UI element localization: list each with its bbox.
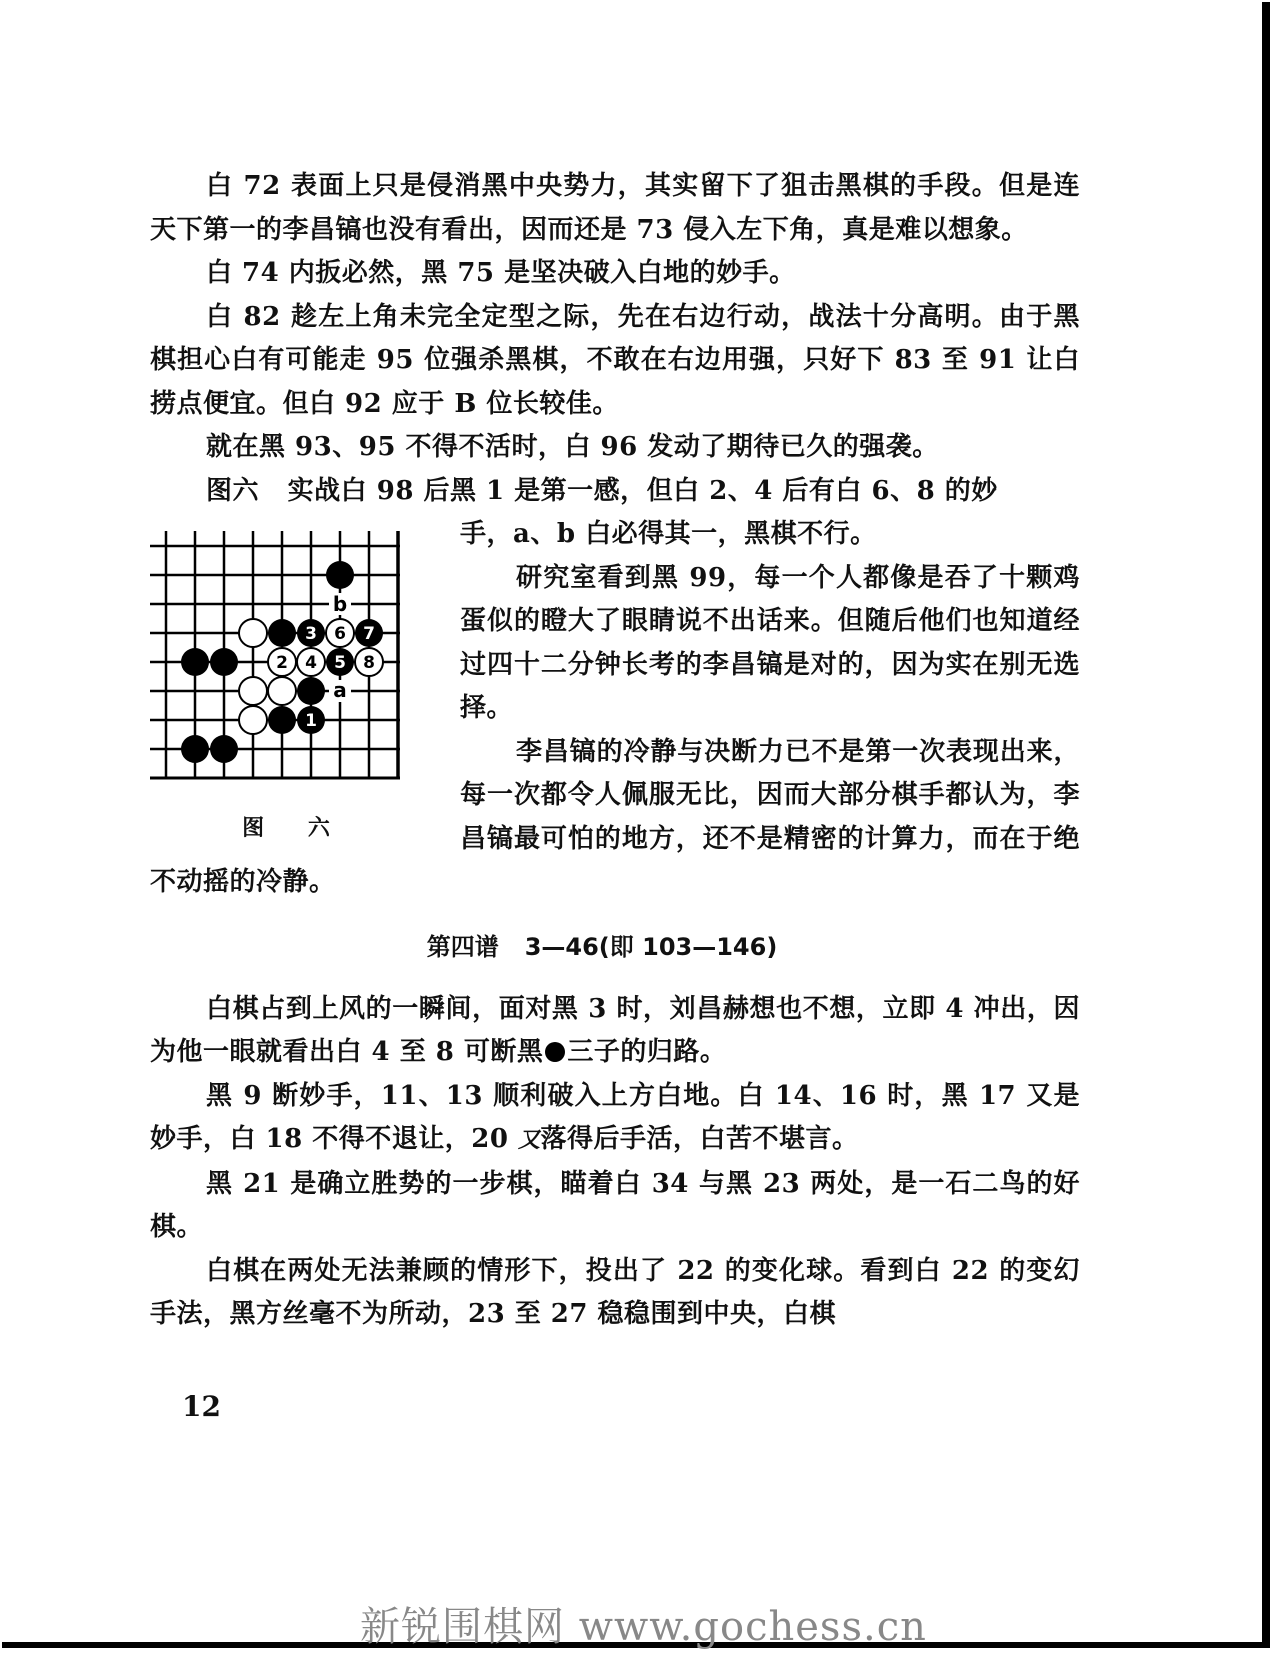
- paragraph-6-text-b: 落得后手活，白苦不堪言。: [540, 1124, 859, 1154]
- watermark: 新锐围棋网 www.gochess.cn: [360, 1604, 927, 1650]
- section-title: 第四谱: [426, 932, 499, 961]
- page-number: 12: [182, 1390, 221, 1423]
- paragraph-6: [150, 1075, 1080, 1163]
- figure-intro-line: [150, 470, 1080, 514]
- paragraph-5-text-a: 白棋占到上风的一瞬间，面对黑 3 时，刘昌赫想也不想，立即 4 冲出，因为他一眼就看出白 4 至 8 可断黑: [150, 993, 1080, 1067]
- paragraph-6-text-a: 黑 9 断妙手，11、13 顺利破入上方白地。白 14、16 时，黑 17 又是妙手，白 18 不得不退让，20: [150, 1080, 1080, 1154]
- point-label-a: a: [333, 678, 347, 702]
- section-heading: [150, 927, 1080, 962]
- paragraph-1: 白 72 表面上只是侵消黑中央势力，其实留下了狙击黑棋的手段。但是连天下第一的李昌镐也没有看出，因而还是 73 侵入左下角，真是难以想象。: [150, 171, 1080, 245]
- black-stone-symbol: [545, 1042, 565, 1062]
- page-content: [150, 165, 1080, 1337]
- stone-label-3: 3: [305, 624, 317, 644]
- go-diagram-figure: [150, 531, 440, 842]
- stone-label-1: 1: [305, 711, 317, 731]
- stone-label-7: 7: [363, 624, 375, 644]
- stone-label-5: 5: [334, 653, 346, 673]
- figure-intro-text: 实战白 98 后黑 1 是第一感，但白 2、4 后有白 6、8 的妙: [287, 475, 998, 506]
- paragraph-5-text-b: 三子的归路。: [567, 1037, 727, 1067]
- side-paragraph-1: 研究室看到黑 99，每一个人都像是吞了十颗鸡蛋似的瞪大了眼睛说不出话来。但随后他们也知道经过四十二分钟长考的李昌镐是对的，因为实在别无选择。: [460, 562, 1080, 723]
- paragraph-8: 白棋在两处无法兼顾的情形下，投出了 22 的变化球。看到白 22 的变幻手法，黑方丝毫不为所动，23 至 27 稳稳围到中央，白棋: [150, 1255, 1080, 1329]
- section-range: 3—46(即 103—146): [524, 932, 778, 961]
- paragraph-6-symbol: 又: [518, 1127, 541, 1153]
- go-board: [150, 531, 440, 801]
- figure-label: 图六: [206, 475, 260, 506]
- figure-intro-rest: 手，a、b 白必得其一，黑棋不行。: [460, 519, 877, 549]
- paragraph-4: 就在黑 93、95 不得不活时，白 96 发动了期待已久的强袭。: [206, 432, 939, 462]
- stone-label-6: 6: [334, 624, 346, 644]
- figure-caption: 图 六: [242, 815, 348, 841]
- stone-label-8: 8: [363, 653, 375, 673]
- paragraph-7: 黑 21 是确立胜势的一步棋，瞄着白 34 与黑 23 两处，是一石二鸟的好棋。: [150, 1168, 1080, 1242]
- stone-label-2: 2: [276, 653, 288, 673]
- paragraph-2: 白 74 内扳必然，黑 75 是坚决破入白地的妙手。: [206, 258, 796, 288]
- paragraph-3: 白 82 趁左上角未完全定型之际，先在右边行动，战法十分高明。由于黑棋担心白有可能走 95 位强杀黑棋，不敢在右边用强，只好下 83 至 91 让白捞点便宜。但白 92 应于 B 位长较佳。: [150, 301, 1080, 419]
- paragraph-5: [150, 988, 1080, 1075]
- stone-label-4: 4: [305, 653, 317, 673]
- side-paragraph-2: 李昌镐的冷静与决断力已不是第一次表现出来，每一次都令人佩服无比，因而大部分棋手都认为，李昌镐最可怕的地方，还不是精密的计算力，而在于绝不动摇的冷静。: [150, 736, 1080, 897]
- point-label-b: b: [332, 592, 348, 616]
